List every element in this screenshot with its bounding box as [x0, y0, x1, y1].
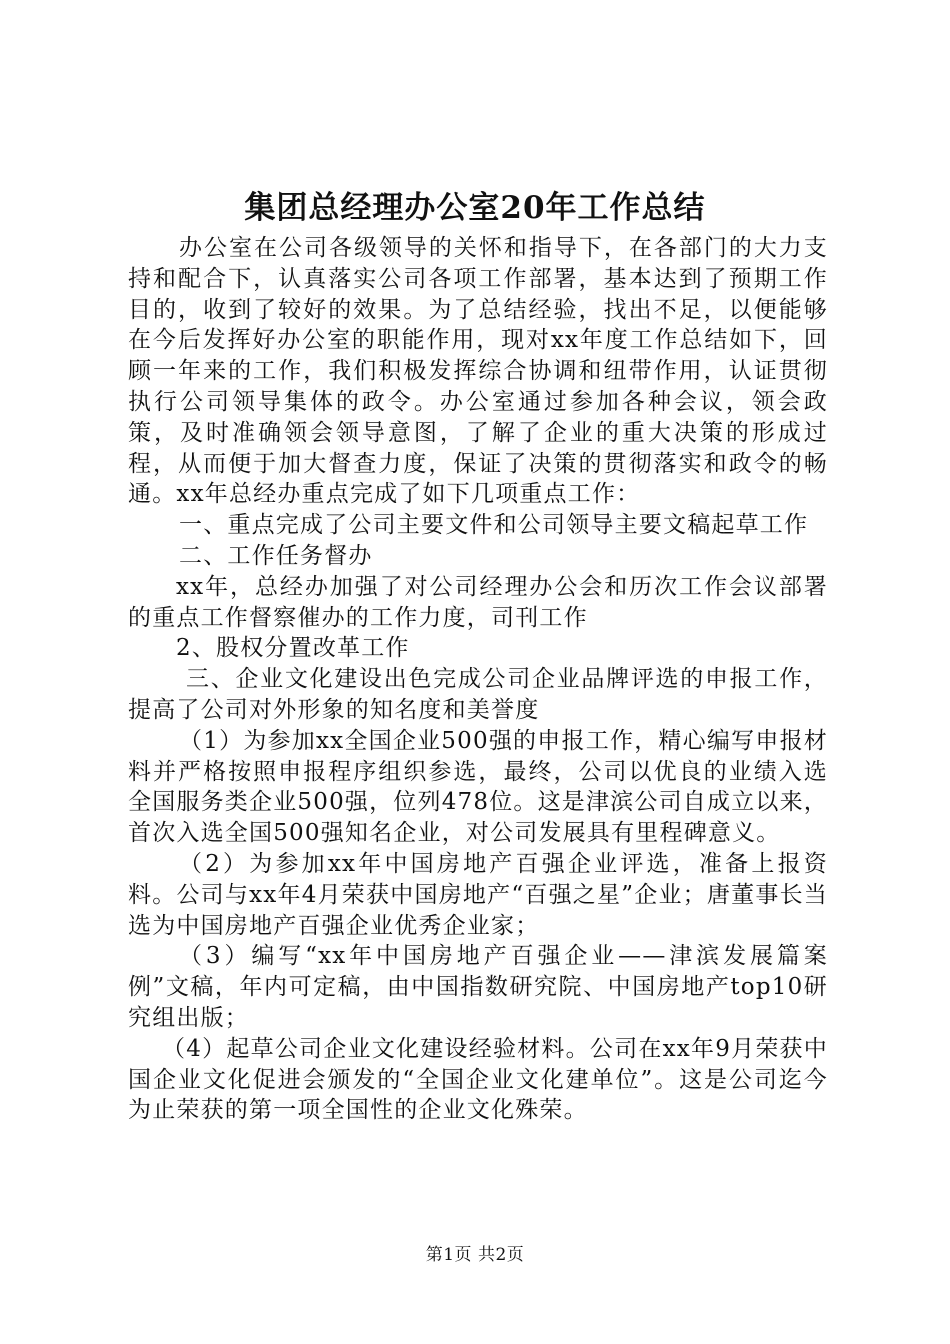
paragraph-item-1: （1）为参加xx全国企业500强的申报工作，精心编写申报材料并严格按照申报程序组织参选，最终，公司以优良的业绩入选全国服务类企业500强，位列478位。这是津滨公司自成立以来，首次入选全国500强知名企业，对公司发展具有里程碑意义。	[128, 727, 828, 847]
document-body	[128, 233, 828, 1126]
paragraph-item-4: （4）起草公司企业文化建设经验材料。公司在xx年9月荣获中国企业文化促进会颁发的“全国企业文化建单位”。这是公司迄今为止荣获的第一项全国性的企业文化殊荣。	[128, 1035, 828, 1124]
paragraph-share-reform: 2、股权分置改革工作	[176, 635, 410, 662]
paragraph-section-2: 二、工作任务督办	[179, 542, 373, 569]
paragraph-item-2: （2）为参加xx年中国房地产百强企业评选，准备上报资料。公司与xx年4月荣获中国房地产“百强之星”企业；唐董事长当选为中国房地产百强企业优秀企业家；	[128, 850, 828, 939]
paragraph-supervision: xx年，总经办加强了对公司经理办公会和历次工作会议部署的重点工作督察催办的工作力度，司刊工作	[128, 573, 828, 631]
paragraph-section-3: 三、企业文化建设出色完成公司企业品牌评选的申报工作，提高了公司对外形象的知名度和美誉度	[128, 666, 828, 723]
document-title: 集团总经理办公室20年工作总结	[244, 190, 706, 226]
paragraph-item-3: （3）编写“xx年中国房地产百强企业——津滨发展篇案例”文稿，年内可定稿，由中国指数研究院、中国房地产top10研究组出版；	[128, 943, 828, 1031]
paragraph-section-1: 一、重点完成了公司主要文件和公司领导主要文稿起草工作	[179, 512, 809, 539]
paragraph-intro: 办公室在公司各级领导的关怀和指导下，在各部门的大力支持和配合下，认真落实公司各项工作部署，基本达到了预期工作目的，收到了较好的效果。为了总结经验，找出不足，以便能够在今后发挥好办公室的职能作用，现对xx年度工作总结如下，回顾一年来的工作，我们积极发挥综合协调和纽带作用，认证贯彻执行公司领导集体的政令。办公室通过参加各种会议，领会政策，及时准确领会领导意图，了解了企业的重大决策的形成过程，从而便于加大督查力度，保证了决策的贯彻落实和政令的畅通。xx年总经办重点完成了如下几项重点工作：	[128, 235, 828, 508]
page-footer: 第1页 共2页	[425, 1245, 525, 1265]
